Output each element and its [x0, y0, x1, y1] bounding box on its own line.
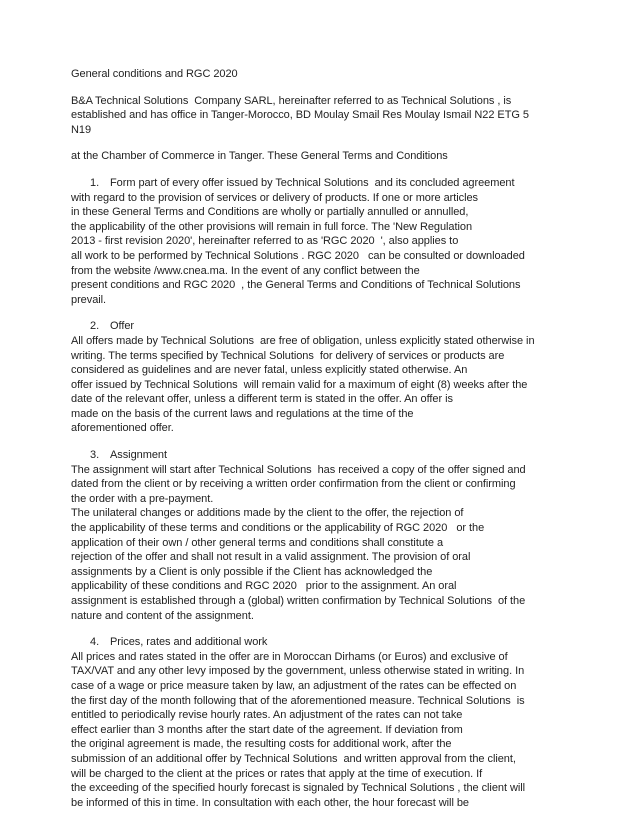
text-line: the original agreement is made, the resulting costs for additional work, after the — [71, 738, 452, 751]
text-line: writing. The terms specified by Technical Solutions for delivery of services or products are — [71, 349, 505, 362]
section-text: Form part of every offer issued by Technical Solutions and its concluded agreement — [110, 176, 515, 189]
text-line: present conditions and RGC 2020 , the General Terms and Conditions of Technical Solutions — [71, 279, 521, 292]
text-line: will be charged to the client at the prices or rates that apply at the time of execution. If — [71, 767, 483, 780]
text-line: offer issued by Technical Solutions will remain valid for a maximum of eight (8) weeks after the — [71, 378, 528, 391]
numbered-section — [71, 448, 572, 623]
text-line: rejection of the offer and shall not result in a valid assignment. The provision of oral — [71, 551, 471, 564]
text-line: All prices and rates stated in the offer are in Moroccan Dirhams (or Euros) and exclusive of — [71, 650, 508, 663]
text-line: prevail. — [71, 293, 107, 306]
text-line: aforementioned offer. — [71, 422, 174, 435]
text-line: submission of an additional offer by Technical Solutions and written approval from the client, — [71, 752, 516, 765]
text-line: 2013 - first revision 2020', hereinafter referred to as 'RGC 2020 ', also applies to — [71, 235, 459, 248]
section-number: 4. — [90, 636, 100, 649]
text-line: the order with a pre-payment. — [71, 492, 214, 505]
text-line: case of a wage or price measure taken by law, an adjustment of the rates can be effected on — [71, 679, 517, 692]
section-heading-text: Assignment — [110, 449, 167, 462]
text-line: TAX/VAT and any other levy imposed by the government, unless otherwise stated in writing. In — [71, 665, 525, 678]
section-heading — [71, 319, 572, 334]
numbered-section — [71, 319, 572, 436]
text-line: made on the basis of the current laws and regulations at the time of the — [71, 407, 414, 420]
text-line: be informed of this in time. In consultation with each other, the hour forecast will be — [71, 796, 469, 809]
text-line: the applicability of the other provisions will remain in full force. The 'New Regulation — [71, 220, 473, 233]
section-first-line — [71, 176, 572, 191]
text-line: B&A Technical Solutions Company SARL, hereinafter referred to as Technical Solutions , is — [71, 94, 512, 107]
section-number: 2. — [90, 320, 100, 333]
text-line: all work to be performed by Technical Solutions . RGC 2020 can be consulted or downloaded — [71, 249, 525, 262]
text-line: N19 — [71, 123, 92, 136]
section-heading-text: Prices, rates and additional work — [110, 636, 268, 649]
section-heading — [71, 448, 572, 463]
text-line: All offers made by Technical Solutions are free of obligation, unless explicitly stated otherwise in — [71, 334, 535, 347]
text-line: assignment is established through a (global) written confirmation by Technical Solutions of the — [71, 595, 526, 607]
text-line: in these General Terms and Conditions are wholly or partially annulled or annulled, — [71, 206, 469, 219]
text-line: established and has office in Tanger-Morocco, BD Moulay Smail Res Moulay Ismail N22 ETG 5 — [71, 109, 529, 122]
text-line: assignments by a Client is only possible if the Client has acknowledged the — [71, 565, 433, 578]
section-number: 1. — [90, 176, 100, 189]
numbered-section — [71, 176, 572, 307]
text-line: The unilateral changes or additions made by the client to the offer, the rejection of — [71, 507, 464, 520]
text-line: effect earlier than 3 months after the start date of the agreement. If deviation from — [71, 723, 463, 736]
section-number: 3. — [90, 449, 100, 462]
text-line: the exceeding of the specified hourly forecast is signaled by Technical Solutions , the client will — [71, 782, 526, 795]
text-line: considered as guidelines and are never fatal, unless explicitly stated otherwise. An — [71, 364, 468, 377]
text-line: The assignment will start after Technical Solutions has received a copy of the offer signed and — [71, 463, 526, 476]
text-line: entitled to periodically revise hourly rates. An adjustment of the rates can not take — [71, 709, 463, 722]
text-line: the first day of the month following that of the aforementioned measure. Technical Solutions is — [71, 694, 525, 707]
text-line: dated from the client or by receiving a written order confirmation from the client or confirming — [71, 478, 516, 491]
text-line: at the Chamber of Commerce in Tanger. These General Terms and Conditions — [71, 150, 448, 163]
section-heading-text: Offer — [110, 320, 135, 333]
text-line: with regard to the provision of services or delivery of products. If one or more articles — [71, 191, 479, 204]
text-line: applicability of these conditions and RGC 2020 prior to the assignment. An oral — [71, 580, 457, 593]
text-line: from the website /www.cnea.ma. In the event of any conflict between the — [71, 264, 420, 277]
numbered-section — [71, 635, 572, 810]
document-body — [71, 94, 572, 811]
document-title: General conditions and RGC 2020 — [71, 68, 238, 80]
text-line: application of their own / other general terms and conditions shall constitute a — [71, 536, 444, 549]
text-line: the applicability of these terms and conditions or the applicability of RGC 2020 or the — [71, 522, 485, 535]
text-line: date of the relevant offer, unless a different term is stated in the offer. An offer is — [71, 393, 453, 406]
section-heading — [71, 635, 572, 650]
intro-paragraph — [71, 94, 572, 138]
intro-paragraph — [71, 149, 572, 164]
text-line: nature and content of the assignment. — [71, 609, 254, 622]
